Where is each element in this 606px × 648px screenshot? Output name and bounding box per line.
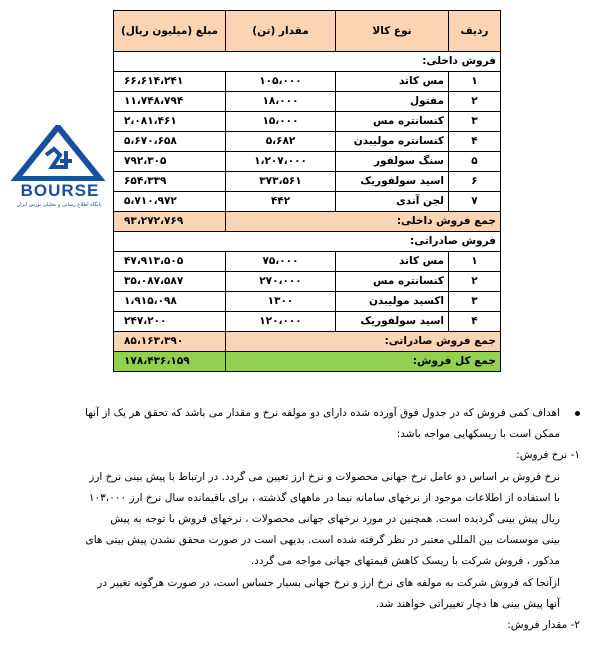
header-amount: مبلغ (میلیون ریال) <box>114 11 226 52</box>
table-row <box>114 152 501 172</box>
bourse-logo <box>8 125 108 225</box>
export-total-label: جمع فروش صادراتی: <box>226 332 501 352</box>
table-row <box>114 112 501 132</box>
domestic-total-label: جمع فروش داخلی: <box>226 212 501 232</box>
row-quantity: ۴۴۲ <box>226 192 336 212</box>
export-total-row <box>114 332 501 352</box>
header-item: نوع کالا <box>336 11 449 52</box>
logo-brand-text: BOURSE <box>20 181 100 200</box>
item1-title: ۱- نرخ فروش: <box>516 449 580 462</box>
row-quantity: ۲۷۰،۰۰۰ <box>226 272 336 292</box>
item2-title: ۲- مقدار فروش: <box>507 619 580 632</box>
row-quantity: ۷۵،۰۰۰ <box>226 252 336 272</box>
table-row <box>114 272 501 292</box>
text-line: ریال پیش بینی گردیده است. همچنین در مورد نرخهای جهانی محصولات ، نرخهای فروش با توجه به پیش <box>110 513 560 526</box>
row-index: ۴ <box>449 312 501 332</box>
row-amount: ۱۱،۷۴۸،۷۹۴ <box>114 92 226 112</box>
row-item: کنسانتره مس <box>336 272 449 292</box>
row-item: لجن آندی <box>336 192 449 212</box>
row-quantity: ۱۵،۰۰۰ <box>226 112 336 132</box>
table-row <box>114 252 501 272</box>
row-quantity: ۳۷۳،۵۶۱ <box>226 172 336 192</box>
row-amount: ۲،۰۸۱،۴۶۱ <box>114 112 226 132</box>
row-item: کنسانتره مس <box>336 112 449 132</box>
row-item: اسید سولفوریک <box>336 312 449 332</box>
table-row <box>114 92 501 112</box>
bourse-logo-icon <box>8 125 108 181</box>
body-text <box>40 403 588 636</box>
row-quantity: ۵،۶۸۲ <box>226 132 336 152</box>
item1-paragraph <box>40 467 588 573</box>
row-quantity: ۱۳۰۰ <box>226 292 336 312</box>
logo-tagline: پایگاه اطلاع رسانی و تحلیلی بورس ایران <box>16 202 102 208</box>
text-line: با استفاده از اطلاعات موجود از نرخهای سامانه نیما در ماههای گذشته ، برای باقیمانده سال نرخ ارز ۱۰۳،۰۰۰ <box>88 491 560 504</box>
domestic-section-title: فروش داخلی: <box>114 52 501 72</box>
header-quantity: مقدار (تن) <box>226 11 336 52</box>
table-row <box>114 312 501 332</box>
row-item: مس کاتد <box>336 252 449 272</box>
row-amount: ۳۵،۰۸۷،۵۸۷ <box>114 272 226 292</box>
grand-total-label: جمع کل فروش: <box>226 352 501 372</box>
row-index: ۱ <box>449 72 501 92</box>
row-index: ۶ <box>449 172 501 192</box>
row-amount: ۲۴۷،۲۰۰ <box>114 312 226 332</box>
domestic-total-amount: ۹۳،۲۷۲،۷۶۹ <box>114 212 226 232</box>
item1-paragraph-2 <box>40 573 588 615</box>
row-item: اسید سولفوریک <box>336 172 449 192</box>
text-line: ممکن است با ریسکهایی مواجه باشد: <box>396 428 560 441</box>
table-row <box>114 172 501 192</box>
bullet-icon <box>575 411 580 416</box>
text-line: اهداف کمی فروش که در جدول فوق آورده شده دارای دو مولفه نرخ و مقدار می باشد که تحقق هر یک از آنها <box>85 407 560 419</box>
row-amount: ۶۵۴،۳۳۹ <box>114 172 226 192</box>
row-index: ۲ <box>449 92 501 112</box>
row-item: اکسید مولیبدن <box>336 292 449 312</box>
row-index: ۷ <box>449 192 501 212</box>
sales-table <box>113 10 501 372</box>
row-amount: ۴۷،۹۱۳،۵۰۵ <box>114 252 226 272</box>
row-amount: ۵،۷۱۰،۹۷۲ <box>114 192 226 212</box>
row-amount: ۱،۹۱۵،۰۹۸ <box>114 292 226 312</box>
row-index: ۱ <box>449 252 501 272</box>
row-index: ۳ <box>449 112 501 132</box>
row-index: ۴ <box>449 132 501 152</box>
export-section-title: فروش صادراتی: <box>114 232 501 252</box>
domestic-section-row <box>114 52 501 72</box>
export-total-amount: ۸۵،۱۶۳،۳۹۰ <box>114 332 226 352</box>
text-line: ازآنجا که فروش شرکت به مولفه های نرخ ارز و نرخ جهانی بسیار حساس است، در صورت هرگونه تغییر در <box>97 576 560 589</box>
bullet-paragraph <box>40 403 588 445</box>
domestic-total-row <box>114 212 501 232</box>
row-quantity: ۱۰۵،۰۰۰ <box>226 72 336 92</box>
grand-total-row <box>114 352 501 372</box>
text-line: آنها پیش بینی ها دچار تغییراتی خواهند شد. <box>375 597 560 610</box>
text-line: مذکور ، فروش شرکت با ریسک کاهش قیمتهای جهانی مواجه می گردد. <box>250 555 560 568</box>
table-row <box>114 132 501 152</box>
row-quantity: ۱۲۰،۰۰۰ <box>226 312 336 332</box>
row-item: مس کاتد <box>336 72 449 92</box>
table-row <box>114 292 501 312</box>
table-row <box>114 72 501 92</box>
header-index: ردیف <box>449 11 501 52</box>
row-quantity: ۱۸،۰۰۰ <box>226 92 336 112</box>
row-index: ۲ <box>449 272 501 292</box>
row-index: ۳ <box>449 292 501 312</box>
text-line: نرخ فروش بر اساس دو عامل نرخ جهانی محصولات و نرخ ارز تعیین می گردد. در ارتباط با پیش بینی نرخ ارز <box>89 470 560 483</box>
export-section-row <box>114 232 501 252</box>
table-row <box>114 192 501 212</box>
row-amount: ۶۶،۶۱۴،۲۴۱ <box>114 72 226 92</box>
table-header-row <box>114 11 501 52</box>
row-item: کنسانتره مولیبدن <box>336 132 449 152</box>
row-item: سنگ سولفور <box>336 152 449 172</box>
row-index: ۵ <box>449 152 501 172</box>
row-amount: ۵،۶۷۰،۶۵۸ <box>114 132 226 152</box>
row-amount: ۷۹۲،۳۰۵ <box>114 152 226 172</box>
grand-total-amount: ۱۷۸،۴۳۶،۱۵۹ <box>114 352 226 372</box>
row-item: مفتول <box>336 92 449 112</box>
row-quantity: ۱،۲۰۷،۰۰۰ <box>226 152 336 172</box>
text-line: بینی موسسات بین المللی معتبر در نظر گرفته شده است. بدیهی است در صورت محقق نشدن پیش بینی های <box>85 534 560 547</box>
